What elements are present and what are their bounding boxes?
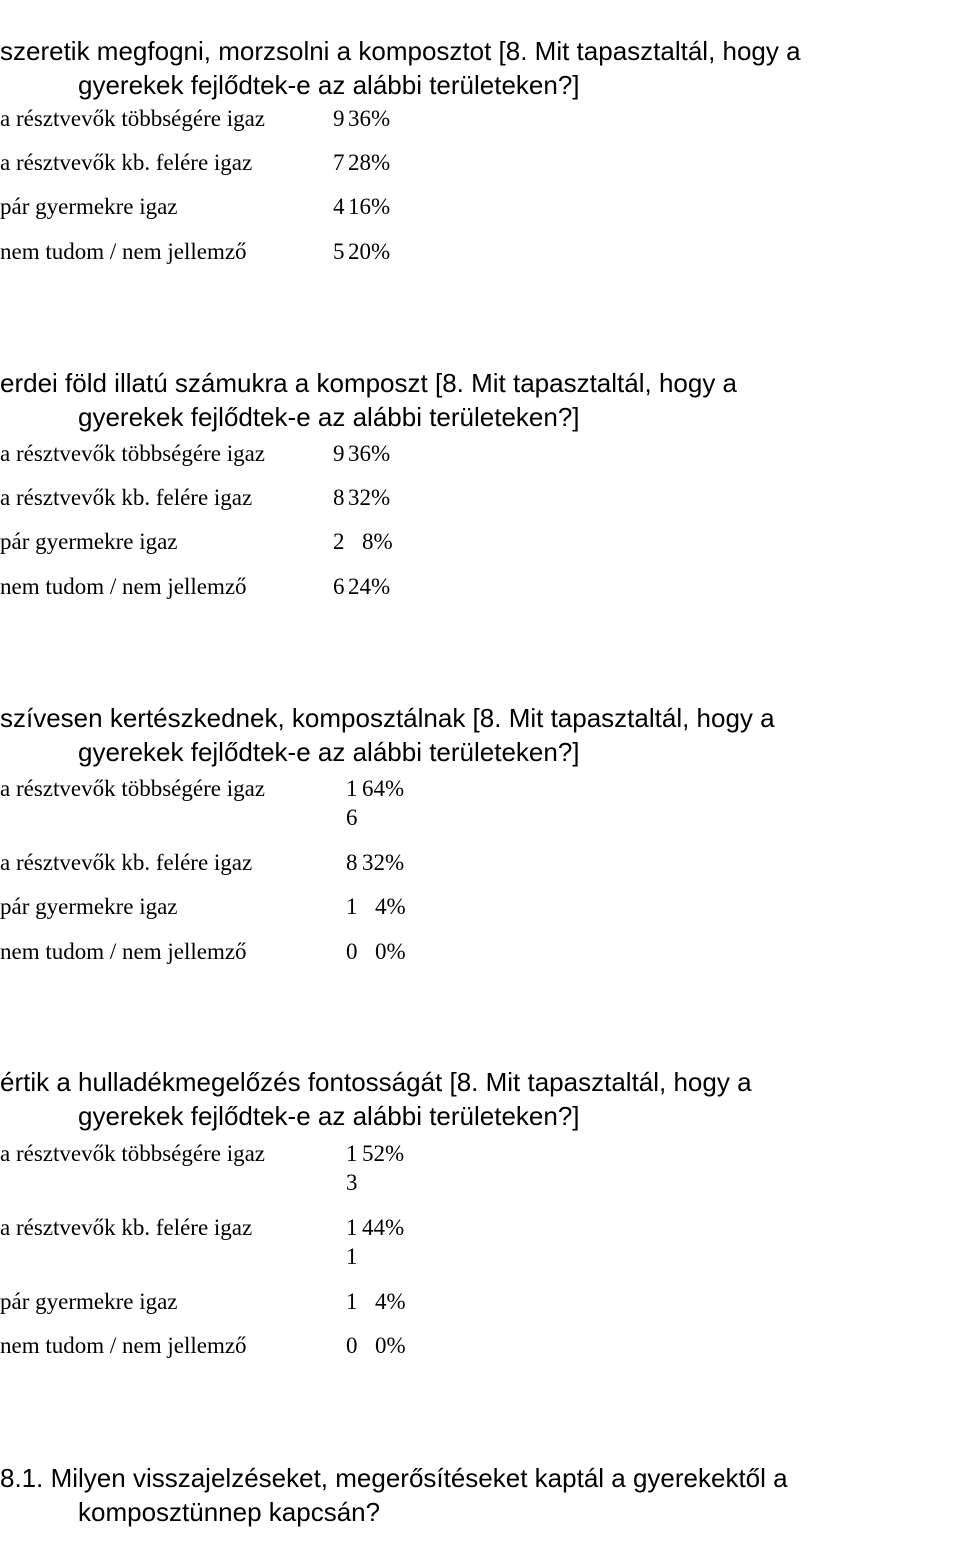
response-percent: 36% xyxy=(348,106,391,131)
section-3-title-line2: gyerekek fejlődtek-e az alábbi területeken?] xyxy=(78,737,580,767)
response-count: 7 xyxy=(333,150,345,175)
response-count: 9 xyxy=(333,441,345,466)
response-percent: 8% xyxy=(362,529,393,554)
question-line1: 8.1. Milyen visszajelzéseket, megerősítéseket kaptál a gyerekektől a xyxy=(0,1463,788,1493)
response-label: nem tudom / nem jellemző xyxy=(0,239,247,264)
response-label: pár gyermekre igaz xyxy=(0,894,178,919)
response-percent: 0% xyxy=(375,1333,406,1358)
response-label: a résztvevők kb. felére igaz xyxy=(0,485,253,510)
section-3-title-line1: szívesen kertészkednek, komposztálnak [8. Mit tapasztaltál, hogy a xyxy=(0,703,775,733)
response-percent: 64% xyxy=(362,776,405,801)
section-1-title-line2: gyerekek fejlődtek-e az alábbi területeken?] xyxy=(78,70,580,100)
response-label: a résztvevők kb. felére igaz xyxy=(0,1215,253,1240)
response-percent: 28% xyxy=(348,150,391,175)
response-percent: 32% xyxy=(348,485,391,510)
response-label: nem tudom / nem jellemző xyxy=(0,574,247,599)
response-count: 0 xyxy=(346,1333,358,1358)
response-label: pár gyermekre igaz xyxy=(0,1289,178,1314)
section-1-title-line1: szeretik megfogni, morzsolni a komposztot [8. Mit tapasztaltál, hogy a xyxy=(0,36,801,66)
section-2-title-line1: erdei föld illatú számukra a komposzt [8. Mit tapasztaltál, hogy a xyxy=(0,368,738,398)
response-label: nem tudom / nem jellemző xyxy=(0,939,247,964)
response-label: a résztvevők kb. felére igaz xyxy=(0,150,253,175)
response-label: a résztvevők többségére igaz xyxy=(0,776,266,801)
response-percent: 44% xyxy=(362,1215,405,1240)
response-label: a résztvevők többségére igaz xyxy=(0,106,266,131)
response-count: 1 xyxy=(346,894,358,919)
response-count: 11 xyxy=(346,1215,358,1269)
response-percent: 16% xyxy=(348,194,391,219)
section-4-title-line1: értik a hulladékmegelőzés fontosságát [8. Mit tapasztaltál, hogy a xyxy=(0,1067,752,1097)
section-4-title-line2: gyerekek fejlődtek-e az alábbi területeken?] xyxy=(78,1101,580,1131)
response-count: 6 xyxy=(333,574,345,599)
response-label: pár gyermekre igaz xyxy=(0,194,178,219)
response-label: a résztvevők többségére igaz xyxy=(0,1141,266,1166)
response-percent: 32% xyxy=(362,850,405,875)
response-percent: 24% xyxy=(348,574,391,599)
response-label: nem tudom / nem jellemző xyxy=(0,1333,247,1358)
response-percent: 36% xyxy=(348,441,391,466)
response-percent: 4% xyxy=(375,894,406,919)
response-count: 13 xyxy=(346,1141,358,1195)
response-count: 4 xyxy=(333,194,345,219)
response-count: 8 xyxy=(333,485,345,510)
response-label: a résztvevők kb. felére igaz xyxy=(0,850,253,875)
response-count: 1 xyxy=(346,1289,358,1314)
response-label: pár gyermekre igaz xyxy=(0,529,178,554)
response-count: 8 xyxy=(346,850,358,875)
question-8-1-heading xyxy=(0,1427,955,1563)
question-line2: komposztünnep kapcsán? xyxy=(78,1497,381,1527)
response-count: 2 xyxy=(333,529,345,554)
response-count: 0 xyxy=(346,939,358,964)
response-percent: 52% xyxy=(362,1141,405,1166)
response-count: 16 xyxy=(346,776,358,830)
response-label: a résztvevők többségére igaz xyxy=(0,441,266,466)
section-2-title-line2: gyerekek fejlődtek-e az alábbi területeken?] xyxy=(78,402,580,432)
response-percent: 4% xyxy=(375,1289,406,1314)
response-percent: 0% xyxy=(375,939,406,964)
response-count: 5 xyxy=(333,239,345,264)
response-percent: 20% xyxy=(348,239,391,264)
response-count: 9 xyxy=(333,106,345,131)
